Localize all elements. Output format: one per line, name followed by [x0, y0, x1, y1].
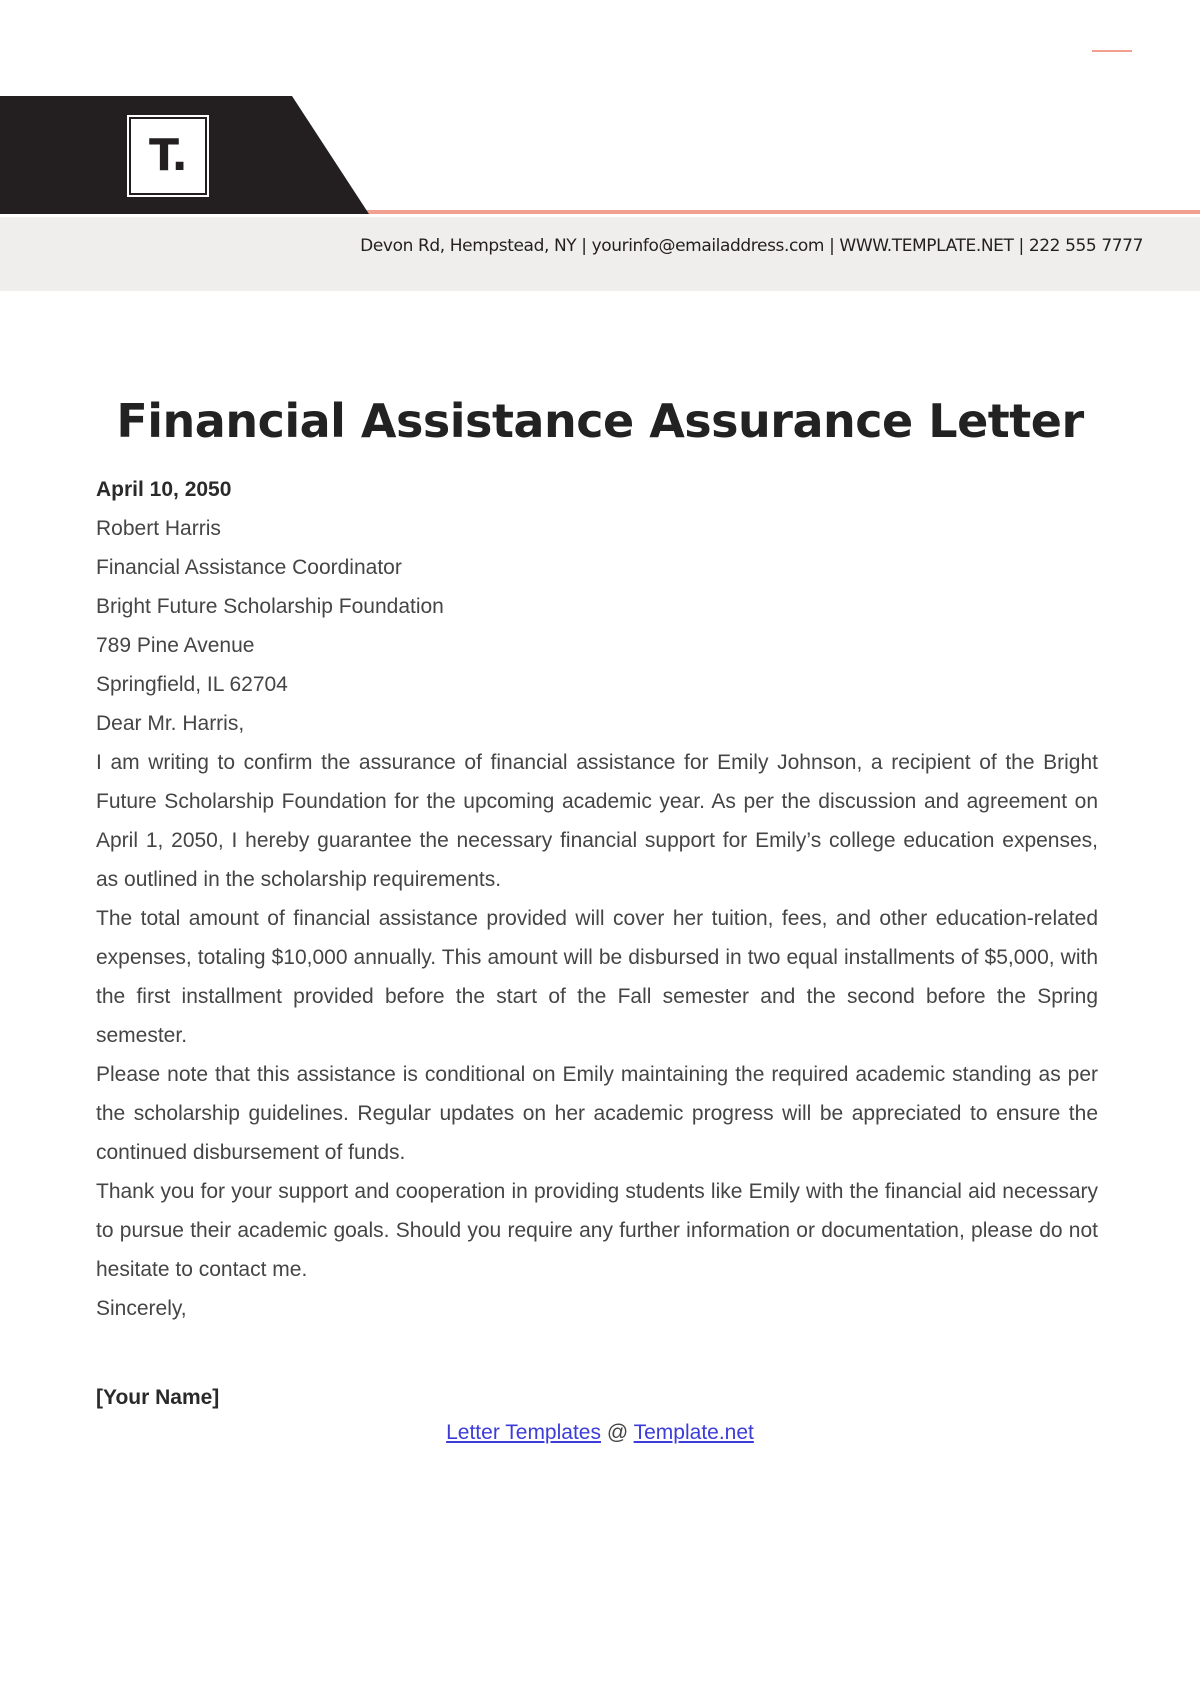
body-paragraph: The total amount of financial assistance provided will cover her tuition, fees, and other education-related expenses, totaling $10,000 annually. This amount will be disbursed in two equal installments of $5,000, with the first installment provided before the start of the Fall semester and the second before the Spring semester. [96, 907, 1098, 1047]
letter-title: Financial Assistance Assurance Letter [116, 394, 1084, 448]
letter-date: April 10, 2050 [96, 478, 232, 501]
recipient-organization: Bright Future Scholarship Foundation [96, 595, 444, 618]
letter-templates-link[interactable]: Letter Templates [446, 1421, 601, 1444]
signature-name: [Your Name] [96, 1386, 220, 1409]
letterhead-accent-line [360, 210, 1200, 214]
recipient-street: 789 Pine Avenue [96, 634, 255, 657]
letter-body [96, 470, 1098, 1417]
salutation: Dear Mr. Harris, [96, 712, 245, 735]
recipient-position: Financial Assistance Coordinator [96, 556, 402, 579]
top-accent-line [1092, 50, 1132, 52]
logo-text: T. [148, 130, 188, 181]
signature-space [96, 1328, 1098, 1378]
template-net-link[interactable]: Template.net [633, 1421, 754, 1444]
footer-credits [0, 1421, 1200, 1445]
body-paragraph: Please note that this assistance is conditional on Emily maintaining the required academic standing as per the scholarship guidelines. Regular updates on her academic progress will be appreciated to ensure the continued disbursement of funds. [96, 1063, 1098, 1164]
recipient-city: Springfield, IL 62704 [96, 673, 288, 696]
body-paragraph: Thank you for your support and cooperation in providing students like Emily with the financial aid necessary to pursue their academic goals. Should you require any further information or documentation, please do not hesitate to contact me. [96, 1180, 1098, 1281]
company-logo [129, 117, 207, 195]
body-paragraph: I am writing to confirm the assurance of financial assistance for Emily Johnson, a recipient of the Bright Future Scholarship Foundation for the upcoming academic year. As per the discussion and agreement on April 1, 2050, I hereby guarantee the necessary financial support for Emily’s college education expenses, as outlined in the scholarship requirements. [96, 751, 1098, 891]
contact-info: Devon Rd, Hempstead, NY | yourinfo@emailaddress.com | WWW.TEMPLATE.NET | 222 555 7777 [360, 236, 1143, 256]
recipient-name: Robert Harris [96, 517, 221, 540]
closing: Sincerely, [96, 1297, 187, 1320]
footer-separator: @ [606, 1421, 629, 1444]
